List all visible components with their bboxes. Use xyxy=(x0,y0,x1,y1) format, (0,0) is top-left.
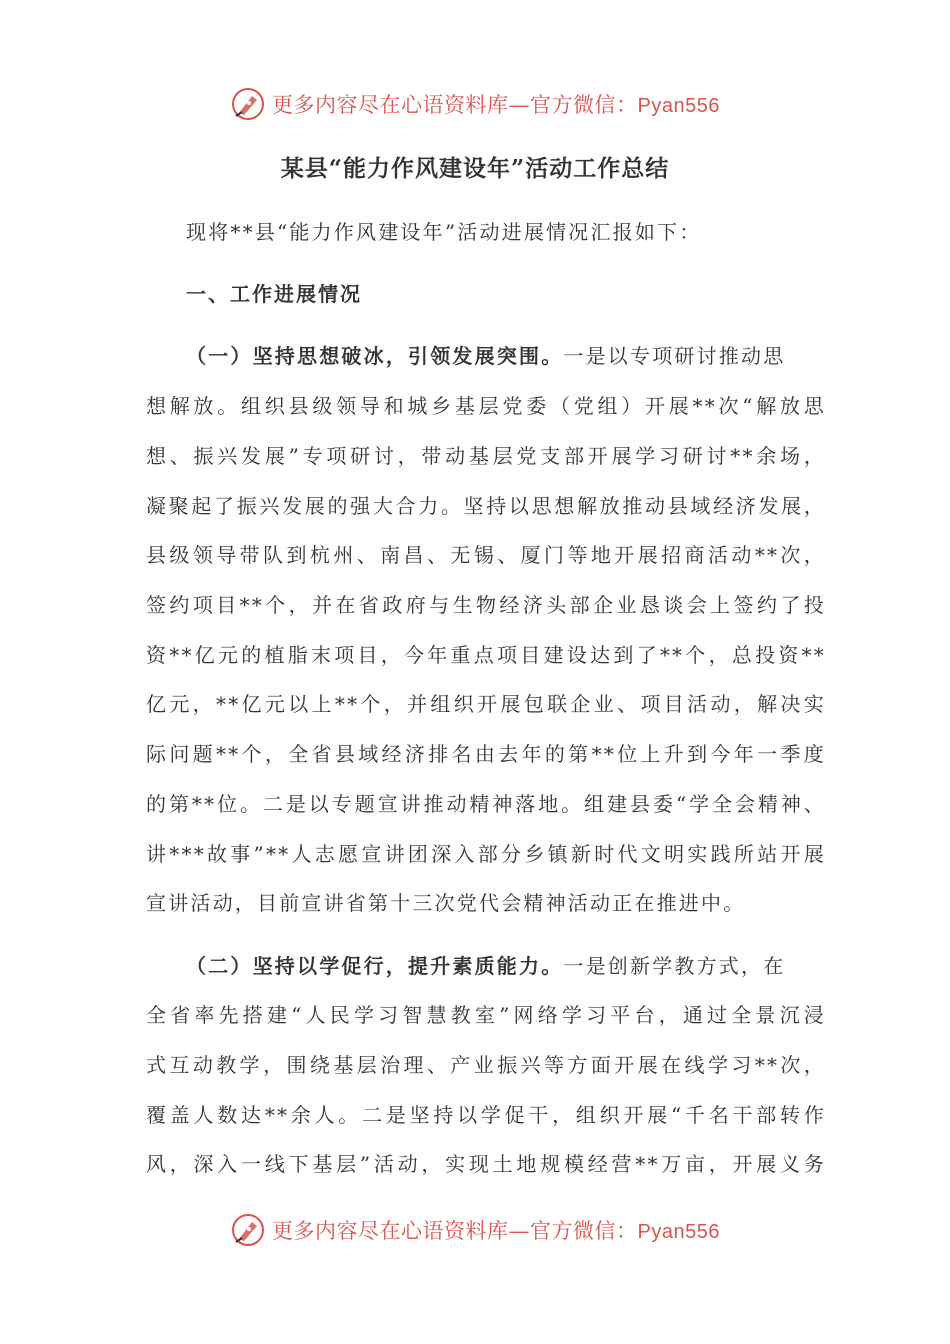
subsection-heading: （一）坚持思想破冰，引领发展突围。 xyxy=(186,344,564,368)
paragraph-line xyxy=(186,952,826,980)
banner-text-cn: 更多内容尽在心语资料库—官方微信： xyxy=(272,1219,638,1243)
pen-nib-logo-icon xyxy=(230,86,266,122)
paragraph-line: 宣讲活动，目前宣讲省第十三次党代会精神活动正在推进中。 xyxy=(146,891,746,915)
paragraph-text: 一是以专项研讨推动思 xyxy=(563,344,786,368)
paragraph-line: 的第**位。二是以专题宣讲推动精神落地。组建县委“学全会精神、 xyxy=(146,792,826,816)
paragraph-line: 亿元，**亿元以上**个，并组织开展包联企业、项目活动，解决实 xyxy=(146,692,826,716)
paragraph-line: 际问题**个，全省县域经济排名由去年的第**位上升到今年一季度 xyxy=(146,742,826,766)
banner-text xyxy=(272,89,720,119)
paragraph-line: 县级领导带队到杭州、南昌、无锡、厦门等地开展招商活动**次， xyxy=(146,543,826,567)
banner-text-en: Pyan556 xyxy=(637,95,720,117)
paragraph-line: 想、振兴发展”专项研讨，带动基层党支部开展学习研讨**余场， xyxy=(146,444,826,468)
paragraph-line: 签约项目**个，并在省政府与生物经济头部企业恳谈会上签约了投 xyxy=(146,593,826,617)
banner-text-cn: 更多内容尽在心语资料库—官方微信： xyxy=(272,93,638,117)
section-heading: 一、工作进展情况 xyxy=(186,282,362,306)
subsection-heading: （二）坚持以学促行，提升素质能力。 xyxy=(186,954,564,978)
paragraph-text: 一是创新学教方式，在 xyxy=(563,954,786,978)
paragraph-line: 式互动教学，围绕基层治理、产业振兴等方面开展在线学习**次， xyxy=(146,1053,826,1077)
footer-banner xyxy=(0,1210,950,1250)
paragraph-line: 凝聚起了振兴发展的强大合力。坚持以思想解放推动县域经济发展， xyxy=(146,494,826,518)
banner-text-en: Pyan556 xyxy=(637,1221,720,1243)
paragraph-line: 资**亿元的植脂末项目，今年重点项目建设达到了**个，总投资** xyxy=(146,643,826,667)
paragraph-line: 讲***故事”**人志愿宣讲团深入部分乡镇新时代文明实践所站开展 xyxy=(146,842,826,866)
paragraph-line: 覆盖人数达**余人。二是坚持以学促干，组织开展“千名干部转作 xyxy=(146,1103,826,1127)
paragraph-line xyxy=(186,342,826,370)
paragraph-line: 全省率先搭建“人民学习智慧教室”网络学习平台，通过全景沉浸 xyxy=(146,1003,826,1027)
paragraph-line: 风，深入一线下基层”活动，实现土地规模经营**万亩，开展义务 xyxy=(146,1152,826,1176)
pen-nib-logo-icon xyxy=(230,1212,266,1248)
intro-paragraph: 现将**县“能力作风建设年”活动进展情况汇报如下： xyxy=(186,220,702,244)
header-banner xyxy=(0,84,950,124)
document-title: 某县“能力作风建设年”活动工作总结 xyxy=(280,155,670,182)
paragraph-line: 想解放。组织县级领导和城乡基层党委（党组）开展**次“解放思 xyxy=(146,394,826,418)
banner-text xyxy=(272,1215,720,1245)
